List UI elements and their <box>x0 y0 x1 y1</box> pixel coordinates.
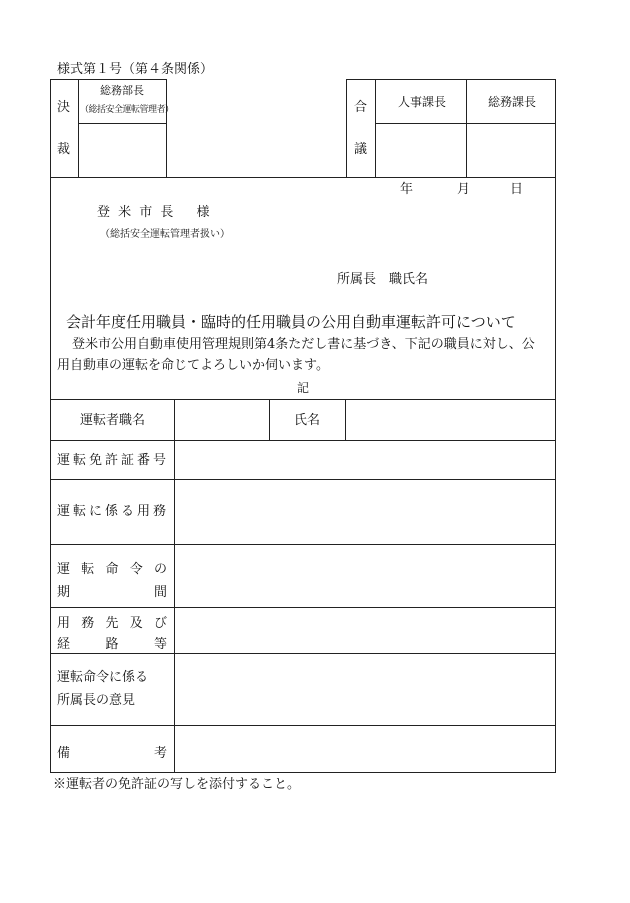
body-line-1: 登米市公用自動車使用管理規則第4条ただし書に基づき、下記の職員に対し、公 <box>72 337 535 352</box>
date-month: 月 <box>457 182 471 197</box>
gougi-stamp-cell-1[interactable] <box>376 124 466 177</box>
opinion-label-line1: 運転命令に係る <box>57 670 149 685</box>
addressee-name: 登 米 市 長 様 <box>97 205 212 220</box>
remarks-field[interactable] <box>175 726 555 772</box>
body-line-2: 用自動車の運転を命じてよろしいか伺います。 <box>57 358 329 373</box>
ki-label: 記 <box>297 381 310 395</box>
footnote: ※運転者の免許証の写しを添付すること。 <box>53 777 301 792</box>
approver-title: 総務部長 <box>100 84 144 97</box>
duty-label: 運転に係る用務 <box>57 504 170 519</box>
license-number-label: 運転免許証番号 <box>57 453 170 468</box>
addressee-note: （総括安全運転管理者扱い） <box>100 229 230 240</box>
gougi-label-top: 合 <box>354 100 368 115</box>
opinion-label-line2: 所属長の意見 <box>57 693 136 708</box>
period-field[interactable] <box>175 545 555 607</box>
period-label-line1: 運 転 命 令 の <box>57 562 167 577</box>
name-field[interactable] <box>346 400 555 440</box>
driver-position-label: 運転者職名 <box>80 413 146 428</box>
driver-position-field[interactable] <box>175 400 269 440</box>
destination-label-line2: 経 路 等 <box>57 637 167 652</box>
destination-field[interactable] <box>175 608 555 653</box>
name-label: 氏名 <box>294 413 321 428</box>
date-day: 日 <box>510 182 524 197</box>
duty-field[interactable] <box>175 480 555 544</box>
approver-stamp-cell[interactable] <box>79 124 166 177</box>
date-year: 年 <box>400 182 414 197</box>
gougi-label-bottom: 議 <box>354 142 368 157</box>
sender-label: 所属長 職氏名 <box>337 272 429 287</box>
period-label-line2: 期 間 <box>57 585 167 600</box>
gougi-stamp-cell-2[interactable] <box>467 124 555 177</box>
gougi-col1: 人事課長 <box>398 95 447 109</box>
form-label: 様式第１号（第４条関係） <box>57 62 214 77</box>
document-title: 会計年度任用職員・臨時的任用職員の公用自動車運転許可について <box>66 313 516 331</box>
approver-subtitle: （総括安全運転管理者） <box>80 105 174 115</box>
destination-label-line1: 用 務 先 及 び <box>57 616 167 631</box>
gougi-col2: 総務課長 <box>488 95 537 109</box>
kessai-label-bottom: 裁 <box>57 142 71 157</box>
remarks-label: 備 考 <box>57 746 167 761</box>
kessai-label-top: 決 <box>57 100 71 115</box>
opinion-field[interactable] <box>175 654 555 725</box>
license-number-field[interactable] <box>175 441 555 479</box>
